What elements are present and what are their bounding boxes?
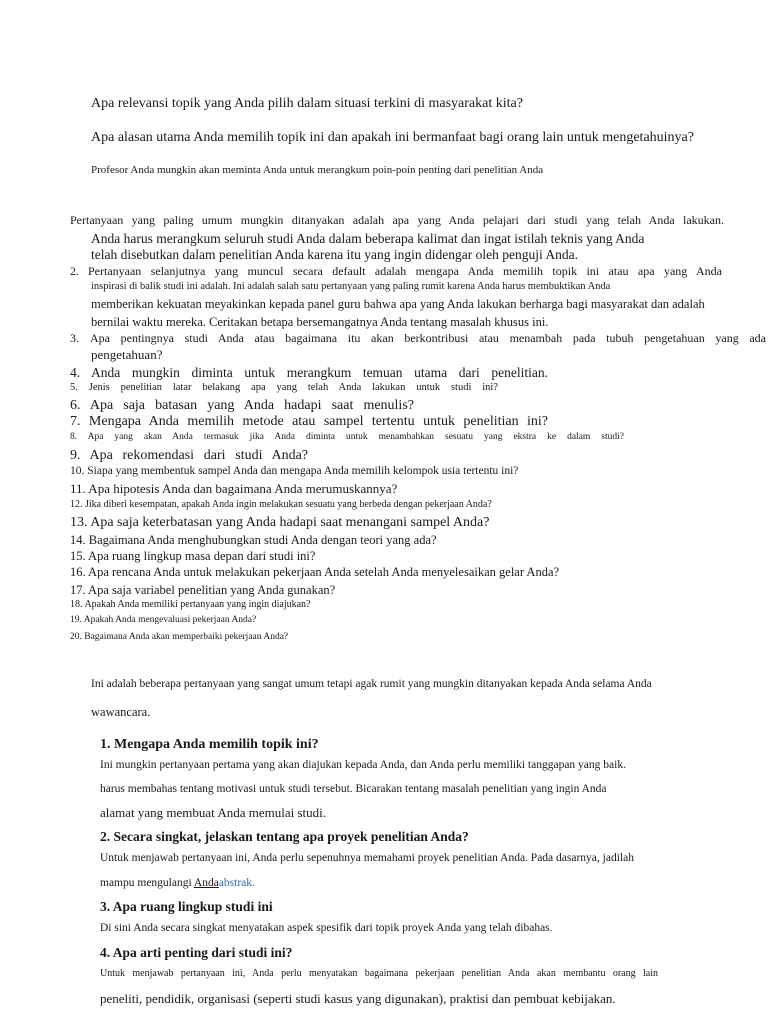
list-item-4: 4. Anda mungkin diminta untuk merangkum temuan utama dari penelitian. [70, 365, 548, 380]
section2-h3-line-1: Di sini Anda secara singkat menyatakan aspek spesifik dari topik proyek Anda yang telah dibahas. [100, 922, 553, 934]
section2-h2-line-2-word: Anda [193, 877, 219, 889]
list-item-14: 14. Bagaimana Anda menghubungkan studi Anda dengan teori yang ada? [70, 533, 437, 547]
list-item-2-line-2: inspirasi di balik studi ini adalah. Ini adalah salah satu pertanyaan yang paling rumit karena Anda harus membuktikan Anda [91, 281, 611, 292]
list-item-12: 12. Jika diberi kesempatan, apakah Anda ingin melakukan sesuatu yang berbeda dengan pekerjaan Anda? [70, 499, 492, 510]
list-item-8: 8. Apa yang akan Anda termasuk jika Anda diminta untuk menambahkan sesuatu yang ekstra ke dalam studi? [70, 432, 624, 442]
section2-heading-4: 4. Apa arti penting dari studi ini? [100, 945, 293, 960]
list-item-16: 16. Apa rencana Anda untuk melakukan pekerjaan Anda setelah Anda menyelesaikan gelar Anda? [70, 565, 560, 579]
list-item-13: 13. Apa saja keterbatasan yang Anda hadapi saat menangani sampel Anda? [70, 515, 490, 530]
section2-h4-line-2: peneliti, pendidik, organisasi (seperti studi kasus yang digunakan), praktisi dan pembuat kebijakan. [100, 991, 616, 1006]
list-item-19: 19. Apakah Anda mengevaluasi pekerjaan Anda? [70, 615, 257, 625]
section2-heading-1: 1. Mengapa Anda memilih topik ini? [100, 737, 319, 752]
section2-heading-3: 3. Apa ruang lingkup studi ini [100, 899, 273, 914]
list-item-3-line-1: Apa pentingnya studi Anda atau bagaimana itu akan berkontribusi atau menambah pada tubuh pengetahuan yang ada [90, 331, 766, 345]
list-item-9: 9. Apa rekomendasi dari studi Anda? [70, 448, 308, 463]
list-item-7: 7. Mengapa Anda memilih metode atau sampel tertentu untuk penelitian ini? [70, 414, 548, 429]
list-item-18: 18. Apakah Anda memiliki pertanyaan yang ingin diajukan? [70, 599, 311, 610]
section2-h1-line-3: alamat yang membuat Anda memulai studi. [100, 805, 327, 820]
intro-question-relevance: Apa relevansi topik yang Anda pilih dalam situasi terkini di masyarakat kita? [91, 96, 523, 111]
list-item-1-line-3: telah disebutkan dalam penelitian Anda karena itu yang ingin didengar oleh penguji Anda. [91, 247, 578, 262]
list-item-1-line-1: Pertanyaan yang paling umum mungkin ditanyakan adalah apa yang Anda pelajari dari studi yang telah Anda lakukan. [70, 213, 724, 227]
list-item-2-line-3: memberikan kekuatan meyakinkan kepada panel guru bahwa apa yang Anda lakukan berharga bagi masyarakat dan adalah [91, 297, 705, 311]
list-item-10: 10. Siapa yang membentuk sampel Anda dan mengapa Anda memilih kelompok usia tertentu ini? [70, 465, 519, 477]
section2-h2-line-2 [100, 877, 255, 890]
section2-heading-2: 2. Secara singkat, jelaskan tentang apa proyek penelitian Anda? [100, 829, 469, 844]
section2-lead-line-2: wawancara. [91, 705, 151, 719]
section2-h2-line-2-text: mampu mengulangi [100, 877, 194, 889]
list-item-2-number: 2. [70, 264, 79, 278]
section2-h1-line-1: Ini mungkin pertanyaan pertama yang akan diajukan kepada Anda, dan Anda perlu memiliki tanggapan yang baik. [100, 759, 626, 771]
list-item-20: 20. Bagaimana Anda akan memperbaiki pekerjaan Anda? [70, 632, 289, 642]
list-item-1-line-2: Anda harus merangkum seluruh studi Anda dalam beberapa kalimat dan ingat istilah teknis yang Anda [91, 231, 645, 246]
list-item-15: 15. Apa ruang lingkup masa depan dari studi ini? [70, 549, 316, 563]
list-item-17: 17. Apa saja variabel penelitian yang Anda gunakan? [70, 583, 336, 597]
list-item-2-line-4: bernilai waktu mereka. Ceritakan betapa bersemangatnya Anda tentang masalah khusus ini. [91, 315, 549, 329]
list-item-6: 6. Apa saja batasan yang Anda hadapi saat menulis? [70, 398, 414, 413]
section2-h4-line-1: Untuk menjawab pertanyaan ini, Anda perlu menyatakan bagaimana pekerjaan penelitian Anda akan membantu orang lain [100, 968, 658, 979]
intro-question-reason: Apa alasan utama Anda memilih topik ini dan apakah ini bermanfaat bagi orang lain untuk mengetahuinya? [91, 130, 694, 145]
intro-note-summary: Profesor Anda mungkin akan meminta Anda untuk merangkum poin-poin penting dari penelitian Anda [91, 164, 544, 176]
section2-h1-line-2: harus membahas tentang motivasi untuk studi tersebut. Bicarakan tentang masalah penelitian yang ingin Anda [100, 783, 607, 795]
list-item-5: 5. Jenis penelitian latar belakang apa yang telah Anda lakukan untuk studi ini? [70, 382, 498, 393]
list-item-3-number: 3. [70, 331, 79, 345]
section2-h2-line-1: Untuk menjawab pertanyaan ini, Anda perlu sepenuhnya memahami proyek penelitian Anda. Pada dasarnya, jadilah [100, 852, 634, 864]
section2-lead-line-1: Ini adalah beberapa pertanyaan yang sangat umum tetapi agak rumit yang mungkin ditanyakan kepada Anda selama Anda [91, 678, 652, 690]
abstract-link[interactable]: abstrak. [218, 877, 255, 889]
list-item-3-line-2: pengetahuan? [91, 347, 163, 362]
list-item-11: 11. Apa hipotesis Anda dan bagaimana Anda merumuskannya? [70, 481, 398, 496]
list-item-2-line-1: Pertanyaan selanjutnya yang muncul secara default adalah mengapa Anda memilih topik ini atau apa yang Anda [88, 264, 722, 278]
